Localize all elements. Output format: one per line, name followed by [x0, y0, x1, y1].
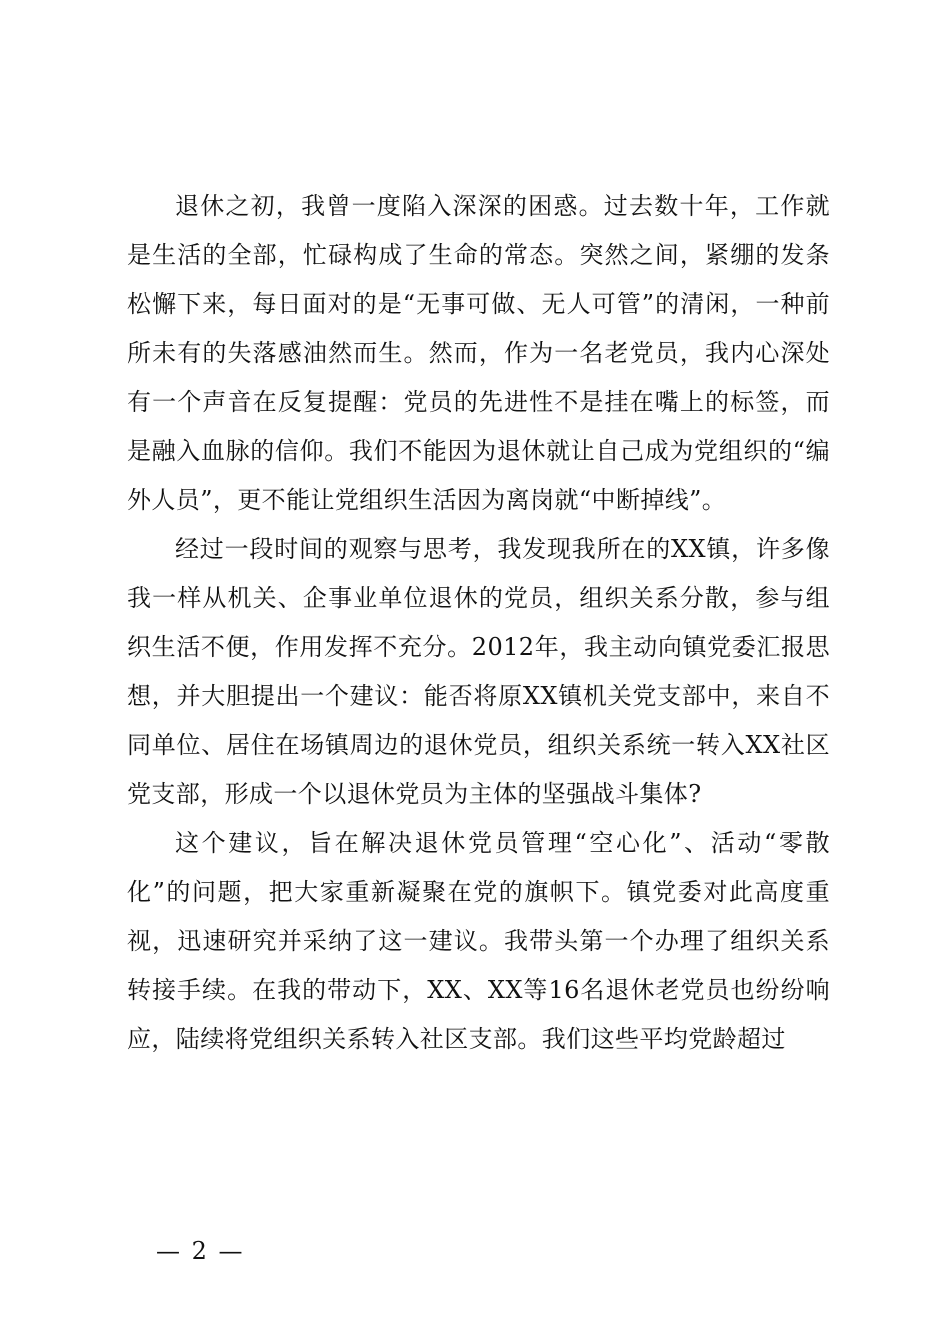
body-text — [127, 182, 830, 1064]
paragraph-3: 这个建议，旨在解决退休党员管理“空心化”、活动“零散化”的问题，把大家重新凝聚在党的旗帜下。镇党委对此高度重视，迅速研究并采纳了这一建议。我带头第一个办理了组织关系转接手续。在我的带动下，XX、XX等16名退休老党员也纷纷响应，陆续将党组织关系转入社区支部。我们这些平均党龄超过 — [127, 829, 830, 1053]
paragraph-1: 退休之初，我曾一度陷入深深的困惑。过去数十年，工作就是生活的全部，忙碌构成了生命的常态。突然之间，紧绷的发条松懈下来，每日面对的是“无事可做、无人可管”的清闲，一种前所未有的失落感油然而生。然而，作为一名老党员，我内心深处有一个声音在反复提醒：党员的先进性不是挂在嘴上的标签，而是融入血脉的信仰。我们不能因为退休就让自己成为党组织的“编外人员”，更不能让党组织生活因为离岗就“中断掉线”。 — [127, 192, 830, 514]
paragraph-2: 经过一段时间的观察与思考，我发现我所在的XX镇，许多像我一样从机关、企事业单位退休的党员，组织关系分散，参与组织生活不便，作用发挥不充分。2012年，我主动向镇党委汇报思想，并大胆提出一个建议：能否将原XX镇机关党支部中，来自不同单位、居住在场镇周边的退休党员，组织关系统一转入XX社区党支部，形成一个以退休党员为主体的坚强战斗集体? — [127, 535, 830, 808]
page-number: — 2 — — [156, 1237, 245, 1265]
